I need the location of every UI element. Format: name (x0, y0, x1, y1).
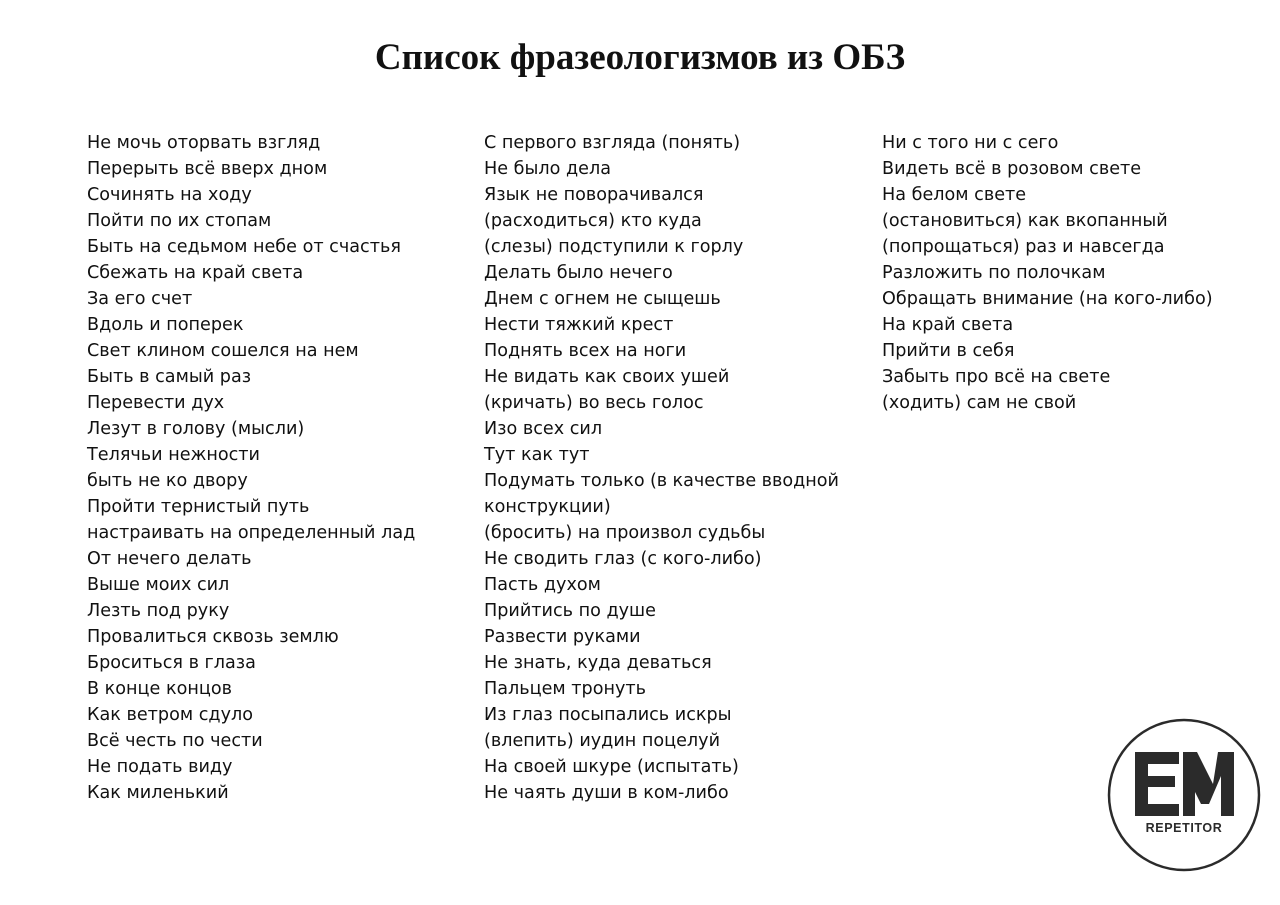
phrase-item: От нечего делать (87, 549, 252, 569)
justified-line (484, 468, 839, 494)
phrase-item: (бросить) на произвол судьбы (484, 523, 766, 543)
phrase-item: Пасть духом (484, 575, 601, 595)
phrase-item: Поднять всех на ноги (484, 341, 687, 361)
phrase-item: (остановиться) как вкопанный (882, 211, 1168, 231)
phrase-item: Лезут в голову (мысли) (87, 419, 305, 439)
phrase-item: Развести руками (484, 627, 641, 647)
phrase-item: Пойти по их стопам (87, 211, 272, 231)
phrase-item: Пальцем тронуть (484, 679, 647, 699)
phrase-item: Вдоль и поперек (87, 315, 244, 335)
phrase-item: Забыть про всё на свете (882, 367, 1111, 387)
phrase-item: Сбежать на край света (87, 263, 304, 283)
logo-caption: REPETITOR (1145, 821, 1223, 835)
phrase-item: Быть в самый раз (87, 367, 252, 387)
phrase-item: Перевести дух (87, 393, 225, 413)
phrase-item: Разложить по полочкам (882, 263, 1106, 283)
phrase-item: Прийтись по душе (484, 601, 656, 621)
word: вводной (761, 471, 839, 491)
phrase-item: (попрощаться) раз и навсегда (882, 237, 1165, 257)
phrase-item: Не чаять души в ком-либо (484, 783, 729, 803)
phrase-item: Как ветром сдуло (87, 705, 253, 725)
phrase-item: (кричать) во весь голос (484, 393, 704, 413)
phrase-column-3 (882, 130, 1262, 416)
phrase-item: (влепить) иудин поцелуй (484, 731, 721, 751)
word: (в (649, 471, 668, 491)
phrase-item: Не подать виду (87, 757, 233, 777)
phrase-item: Прийти в себя (882, 341, 1015, 361)
phrase-item: За его счет (87, 289, 193, 309)
phrase-item: Телячьи нежности (87, 445, 260, 465)
phrase-item: Не видать как своих ушей (484, 367, 730, 387)
phrase-item: Пройти тернистый путь (87, 497, 310, 517)
phrase-item: (ходить) сам не свой (882, 393, 1077, 413)
phrase-item (484, 468, 854, 494)
phrase-item: (расходиться) кто куда (484, 211, 702, 231)
phrase-item: Днем с огнем не сыщешь (484, 289, 721, 309)
phrase-item: Язык не поворачивался (484, 185, 704, 205)
phrase-item: Ни с того ни с сего (882, 133, 1059, 153)
phrase-item: На край света (882, 315, 1014, 335)
phrase-item: Нести тяжкий крест (484, 315, 674, 335)
phrase-item: Делать было нечего (484, 263, 673, 283)
phrase-item: настраивать на определенный лад (87, 523, 416, 543)
logo-e-letter (1135, 752, 1179, 816)
phrase-item: Перерыть всё вверх дном (87, 159, 328, 179)
phrase-item: Всё честь по чести (87, 731, 263, 751)
phrase-column-2 (484, 130, 854, 806)
logo-badge (1107, 718, 1261, 872)
phrase-item: Из глаз посыпались искры (484, 705, 732, 725)
phrase-item: Лезть под руку (87, 601, 230, 621)
phrase-item: Обращать внимание (на кого-либо) (882, 289, 1213, 309)
phrase-item: С первого взгляда (понять) (484, 133, 741, 153)
page-title: Список фразеологизмов из ОБЗ (374, 37, 906, 78)
word: Подумать (484, 471, 576, 491)
phrase-item: На своей шкуре (испытать) (484, 757, 739, 777)
phrase-item: Видеть всё в розовом свете (882, 159, 1142, 179)
word: только (580, 471, 645, 491)
phrase-item: Быть на седьмом небе от счастья (87, 237, 401, 257)
phrase-item: быть не ко двору (87, 471, 248, 491)
em-repetitor-logo (1107, 718, 1261, 872)
phrase-item: (слезы) подступили к горлу (484, 237, 744, 257)
phrase-item: Не было дела (484, 159, 612, 179)
phrase-item: Броситься в глаза (87, 653, 256, 673)
phrase-item: На белом свете (882, 185, 1027, 205)
phrase-item: Свет клином сошелся на нем (87, 341, 359, 361)
phrase-item: Как миленький (87, 783, 229, 803)
phrase-item: Не мочь оторвать взгляд (87, 133, 321, 153)
phrase-item: конструкции) (484, 497, 611, 517)
phrase-item: В конце концов (87, 679, 232, 699)
phrase-item: Выше моих сил (87, 575, 230, 595)
phrase-column-1 (87, 130, 467, 806)
phrase-item: Сочинять на ходу (87, 185, 252, 205)
word: качестве (672, 471, 757, 491)
phrase-item: Изо всех сил (484, 419, 603, 439)
phrase-item: Не знать, куда деваться (484, 653, 712, 673)
phrase-item: Не сводить глаз (с кого-либо) (484, 549, 762, 569)
phrase-item: Провалиться сквозь землю (87, 627, 339, 647)
phrase-item: Тут как тут (484, 445, 590, 465)
